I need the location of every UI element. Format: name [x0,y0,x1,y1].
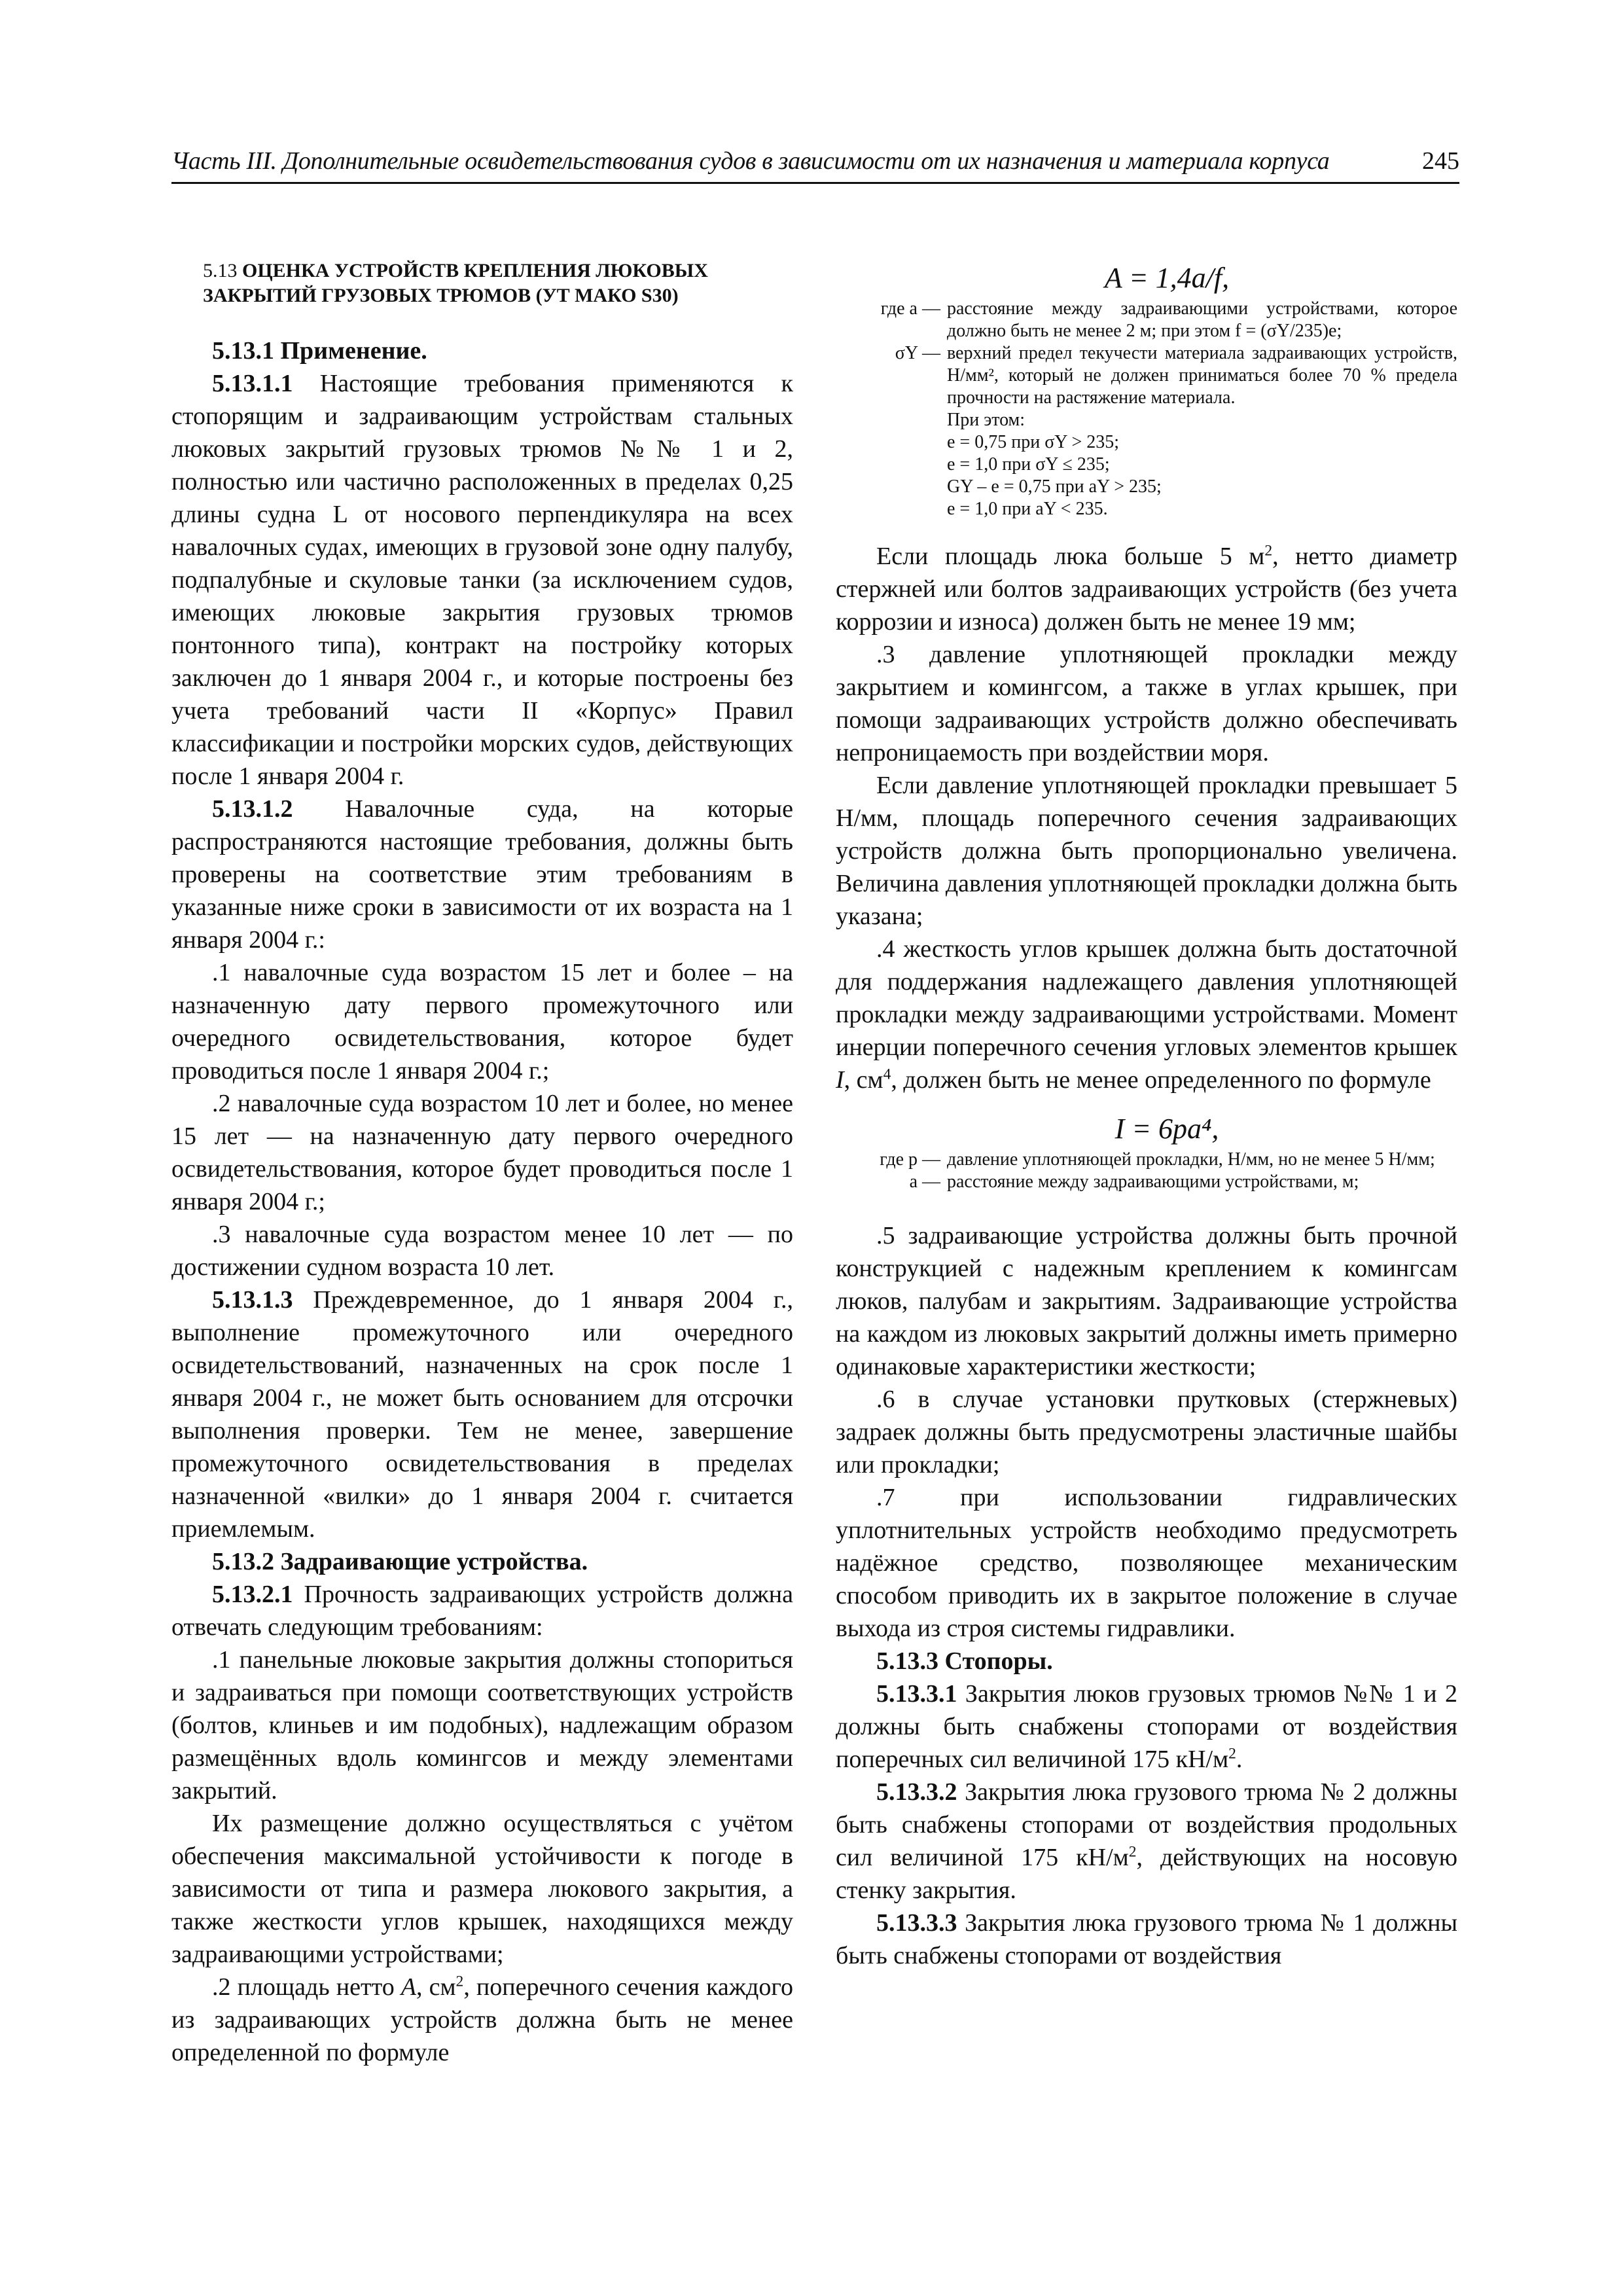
right-column [836,259,1457,1972]
list-item-6-washers: .6 в случае установки прутковых (стержневых) задраек должны быть предусмотрены эластичные шайбы или прокладки; [836,1386,1457,1479]
paragraph-5-13-3-3: 5.13.3.3 Закрытия люка грузового трюма № 1 должны быть снабжены стопорами от воздействия [836,1909,1457,1969]
paragraph-5-13-1-2: 5.13.1.2 Навалочные суда, на которые распространяются настоящие требования, должны быть проверены на соответствие этим требованиям в указанные ниже сроки в зависимости от их возраста на 1 января 2004 г.: [171,795,793,954]
page-number: 245 [1422,147,1459,175]
list-item-3: .3 навалочные суда возрастом менее 10 лет — по достижении судном возраста 10 лет. [171,1221,793,1281]
header-title: Часть III. Дополнительные освидетельствования судов в зависимости от их назначения и материала корпуса [171,147,1330,175]
paragraph-5-13-1-1: 5.13.1.1 Настоящие требования применяются к стопорящим и задраивающим устройствам стальных люковых закрытий грузовых трюмов №№ 1 и 2, полностью или частично расположенных в пределах 0,25 длины судна L от носового перпендикуляра на всех навалочных судах, имеющих в грузовой зоне одну палубу, подпалубные и скуловые танки (за исключением судов, имеющих люковые закрытия грузовых трюмов понтонного типа), контракт на постройку которых заключен до 1 января 2004 г., и которые построены без учета требований части II «Корпус» Правил классификации и постройки морских судов, действующих после 1 января 2004 г. [171,370,794,790]
paragraph-5-13-1: 5.13.1 Применение. [212,337,427,365]
paragraph-pressure-exceeds: Если давление уплотняющей прокладки превышает 5 Н/мм, площадь поперечного сечения задраивающих устройств должна быть пропорционально увеличена. Величина давления уплотняющей прокладки должна быть указана; [836,772,1457,930]
running-header [171,143,1459,184]
list-item-4-stiffness: .4 жесткость углов крышек должна быть достаточной для поддержания надлежащего давления уплотняющей прокладки между задраивающими устройствами. Момент инерции поперечного сечения угловых элементов крышек I, $см^4$, должен быть не менее определенного по формуле [836,935,1457,1094]
paragraph-5-13-1-3: 5.13.1.3 Преждевременное, до 1 января 2004 г., выполнение промежуточного или очередного освидетельствований, назначенных на срок после 1 января 2004 г., не может быть основанием для отсрочки выполнения проверки. Тем не менее, завершение промежуточного освидетельствования в пределах назначенной «вилки» до 1 января 2004 г. считается приемлемым. [171,1286,794,1543]
list-item-5-devices: .5 задраивающие устройства должны быть прочной конструкцией с надежным креплением к комингсам люков, палубам и закрытиям. Задраивающие устройства на каждом из люковых закрытий должны иметь примерно одинаковые характеристики жесткости; [836,1222,1457,1380]
list-item-3-pressure: .3 давление уплотняющей прокладки между закрытием и комингсом, а также в углах крышек, при помощи задраивающих устройств должно обеспечивать непроницаемость при воздействии моря. [836,641,1457,766]
formula-notes-1: где a — расстояние между задраивающими устройствами, которое должно быть не менее 2 м; при этом f = (σY/235)e; σY — верхний предел текучести материала задраивающих устройств, Н/мм², который не должен приниматься более 70 % предела прочности на растяжение материала. При этом: e = 0,75 при σY > 235; e = 1,0 при σY ≤ 235; GY – e = 0,75 при aY > 235; e = 1,0 при aY < 235. [880,298,1457,519]
left-column [171,259,793,2069]
list-item-7-hydraulic: .7 при использовании гидравлических уплотнительных устройств необходимо предусмотреть надёжное средство, позволяющее механическим способом приводить их в закрытое положение в случае выхода из строя системы гидравлики. [836,1484,1457,1642]
list-item-1-panels: .1 панельные люковые закрытия должны стопориться и задраиваться при помощи соответствующих устройств (болтов, клиньев и им подобных), надлежащим образом размещённых вдоль комингсов и между элементами закрытий. [171,1646,793,1804]
paragraph-5-13-3-1: 5.13.3.1 Закрытия люков грузовых трюмов №№ 1 и 2 должны быть снабжены стопорами от воздействия поперечных сил величиной 175 $кН/м^2$. [836,1680,1457,1773]
list-item-2: .2 навалочные суда возрастом 10 лет и более, но менее 15 лет — на назначенную дату первого очередного освидетельствования, которое будет проводиться после 1 января 2004 г.; [171,1090,793,1215]
paragraph-5-13-2-1: 5.13.2.1 Прочность задраивающих устройств должна отвечать следующим требованиям: [171,1581,793,1641]
paragraph-hatch-area: Если площадь люка больше 5 $м^2$, нетто диаметр стержней или болтов задраивающих устройств (без учета коррозии и износа) должен быть не менее 19 мм; [836,542,1458,636]
formula-notes-2: где p — давление уплотняющей прокладки, Н/мм, но не менее 5 Н/мм; a — расстояние между задраивающими устройствами, м; [880,1149,1435,1192]
paragraph-placement: Их размещение должно осуществляться с учётом обеспечения максимальной устойчивости к погоде в зависимости от типа и размера люкового закрытия, а также жесткости углов крышек, находящихся между задраивающими устройствами; [171,1810,793,1968]
paragraph-5-13-3: 5.13.3 Стопоры. [876,1647,1053,1675]
paragraph-5-13-3-2: 5.13.3.2 Закрытия люка грузового трюма № 2 должны быть снабжены стопорами от воздействия продольных сил величиной 175 $кН/м^2$, действующих на носовую стенку закрытия. [836,1778,1457,1904]
paragraph-5-13-2: 5.13.2 Задраивающие устройства. [212,1548,588,1575]
list-item-1: .1 навалочные суда возрастом 15 лет и более – на назначенную дату первого промежуточного или очередного освидетельствования, которое будет проводиться после 1 января 2004 г.; [171,959,793,1085]
formula-area: A = 1,4a/f, [1104,262,1230,294]
section-heading: 5.13 ОЦЕНКА УСТРОЙСТВ КРЕПЛЕНИЯ ЛЮКОВЫХ ЗАКРЫТИЙ ГРУЗОВЫХ ТРЮМОВ (УТ МАКО S30) [203,260,708,306]
list-item-2-area: .2 площадь нетто A, $см^2$, поперечного сечения каждого из задраивающих устройств должна быть не менее определенной по формуле [171,1973,793,2066]
formula-inertia: I = 6pa⁴, [1115,1113,1219,1145]
